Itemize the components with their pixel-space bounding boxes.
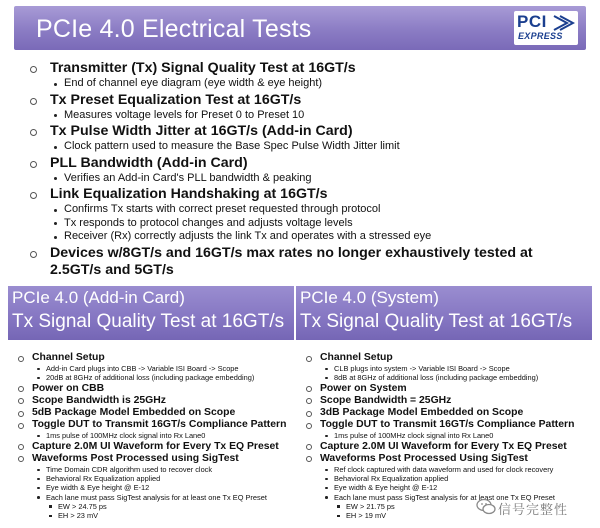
step-detail: Behavioral Rx Equalization applied — [32, 474, 290, 483]
step-item — [16, 453, 290, 520]
hollow-bullet-icon — [306, 423, 312, 429]
step-detail: 1ms pulse of 100MHz clock signal into Rx Lane0 — [320, 431, 588, 440]
hollow-bullet-icon — [18, 444, 24, 450]
step-criterion: EW > 24.75 ps — [32, 502, 290, 511]
step-heading: Channel Setup — [320, 352, 393, 363]
step-heading: Channel Setup — [32, 352, 105, 363]
test-item — [30, 245, 582, 279]
test-detail: Measures voltage levels for Preset 0 to Preset 10 — [50, 109, 582, 123]
step-item — [304, 441, 588, 453]
test-heading: Devices w/8GT/s and 16GT/s max rates no longer exhaustively tested at 2.5GT/s and 5GT/s — [50, 244, 533, 278]
hollow-bullet-icon — [30, 161, 37, 168]
step-item — [304, 383, 588, 395]
step-item — [304, 407, 588, 419]
test-detail: Verifies an Add-in Card's PLL bandwidth & peaking — [50, 172, 582, 186]
step-detail: CLB plugs into system -> Variable ISI Board -> Scope — [320, 364, 588, 373]
add-in-card-subtitle: Tx Signal Quality Test at 16GT/s — [12, 311, 285, 332]
step-detail: Add-in Card plugs into CBB -> Variable ISI Board -> Scope — [32, 364, 290, 373]
hollow-bullet-icon — [306, 456, 312, 462]
hollow-bullet-icon — [18, 356, 24, 362]
step-detail: 20dB at 8GHz of additional loss (including package embedding) — [32, 373, 290, 382]
step-item — [16, 441, 290, 453]
hollow-bullet-icon — [306, 356, 312, 362]
step-heading: Power on System — [320, 382, 407, 394]
hollow-bullet-icon — [30, 192, 37, 199]
step-item — [16, 407, 290, 419]
test-detail: Clock pattern used to measure the Base Spec Pulse Width Jitter limit — [50, 140, 582, 154]
hollow-bullet-icon — [18, 423, 24, 429]
system-subtitle: Tx Signal Quality Test at 16GT/s — [300, 311, 573, 332]
step-heading: Toggle DUT to Transmit 16GT/s Compliance Pattern — [320, 419, 575, 431]
add-in-card-panel — [8, 286, 294, 528]
system-panel — [296, 286, 592, 528]
hollow-bullet-icon — [30, 98, 37, 105]
test-item — [30, 155, 582, 186]
system-steps — [304, 352, 588, 520]
test-detail: Tx responds to protocol changes and adjusts voltage levels — [50, 217, 582, 231]
step-heading: Waveforms Post Processed Using SigTest — [320, 452, 528, 464]
step-heading: Capture 2.0M UI Waveform for Every Tx EQ Preset — [32, 440, 279, 452]
system-title: PCIe 4.0 (System) — [300, 288, 439, 307]
step-detail: 8dB at 8GHz of additional loss (including package embedding) — [320, 373, 588, 382]
hollow-bullet-icon — [306, 386, 312, 392]
test-item — [30, 92, 582, 123]
step-detail: Each lane must pass SigTest analysis for at least one Tx EQ Preset — [32, 493, 290, 502]
step-heading: Toggle DUT to Transmit 16GT/s Compliance Pattern — [32, 419, 287, 431]
step-heading: Scope Bandwidth is 25GHz — [32, 394, 166, 406]
hollow-bullet-icon — [30, 66, 37, 73]
test-heading: Link Equalization Handshaking at 16GT/s — [50, 186, 328, 202]
test-item — [30, 60, 582, 91]
step-criterion: EH > 19 mV — [320, 511, 588, 520]
test-heading: Tx Preset Equalization Test at 16GT/s — [50, 91, 302, 108]
hollow-bullet-icon — [18, 398, 24, 404]
step-item — [304, 395, 588, 407]
hollow-bullet-icon — [30, 251, 37, 258]
hollow-bullet-icon — [30, 129, 37, 136]
add-in-card-banner — [8, 286, 294, 340]
test-detail: Confirms Tx starts with correct preset requested through protocol — [50, 203, 582, 217]
system-banner — [296, 286, 592, 340]
step-heading: Capture 2.0M UI Waveform for Every Tx EQ Preset — [320, 440, 567, 452]
hollow-bullet-icon — [18, 386, 24, 392]
test-heading: Tx Pulse Width Jitter at 16GT/s (Add-in Card) — [50, 123, 353, 139]
pci-express-logo-icon — [514, 11, 578, 45]
hollow-bullet-icon — [306, 398, 312, 404]
step-item — [304, 419, 588, 440]
step-detail: Behavioral Rx Equalization applied — [320, 474, 588, 483]
hollow-bullet-icon — [306, 444, 312, 450]
hollow-bullet-icon — [306, 411, 312, 417]
hollow-bullet-icon — [18, 411, 24, 417]
step-detail: Eye width & Eye height @ E-12 — [320, 483, 588, 492]
step-detail: Time Domain CDR algorithm used to recover clock — [32, 465, 290, 474]
add-in-card-steps — [16, 352, 290, 520]
step-item — [16, 395, 290, 407]
step-item — [304, 352, 588, 383]
watermark-text: 信号完整性 — [498, 502, 569, 517]
hollow-bullet-icon — [18, 456, 24, 462]
step-criterion: EH > 23 mV — [32, 511, 290, 520]
step-detail: Each lane must pass SigTest analysis for at least one Tx EQ Preset — [320, 493, 588, 502]
step-detail: 1ms pulse of 100MHz clock signal into Rx Lane0 — [32, 431, 290, 440]
step-heading: 3dB Package Model Embedded on Scope — [320, 407, 524, 419]
test-heading: PLL Bandwidth (Add-in Card) — [50, 154, 248, 171]
watermark — [476, 496, 594, 520]
logo-pci-text: PCI — [517, 12, 547, 31]
step-criterion: EW > 21.75 ps — [320, 502, 588, 511]
test-item — [30, 123, 582, 154]
wechat-icon — [476, 498, 496, 516]
top-title-banner — [14, 6, 586, 50]
logo-arrow-icon — [553, 14, 575, 32]
step-item — [16, 352, 290, 383]
test-detail: Receiver (Rx) correctly adjusts the link Tx and operates with a stressed eye — [50, 230, 582, 244]
test-heading: Transmitter (Tx) Signal Quality Test at 16GT/s — [50, 60, 356, 76]
step-heading: Power on CBB — [32, 382, 105, 394]
step-detail: Ref clock captured with data waveform and used for clock recovery — [320, 465, 588, 474]
step-item — [16, 383, 290, 395]
add-in-card-title: PCIe 4.0 (Add-in Card) — [12, 288, 185, 307]
test-item — [30, 186, 582, 244]
page-title: PCIe 4.0 Electrical Tests — [36, 15, 312, 43]
step-heading: Scope Bandwidth = 25GHz — [320, 394, 452, 406]
step-heading: Waveforms Post Processed using SigTest — [32, 452, 239, 464]
test-detail: End of channel eye diagram (eye width & eye height) — [50, 77, 582, 91]
step-heading: 5dB Package Model Embedded on Scope — [32, 407, 236, 419]
top-test-list — [30, 60, 582, 280]
step-detail: Eye width & Eye height @ E-12 — [32, 483, 290, 492]
logo-express-text: EXPRESS — [518, 31, 563, 41]
step-item — [16, 419, 290, 440]
